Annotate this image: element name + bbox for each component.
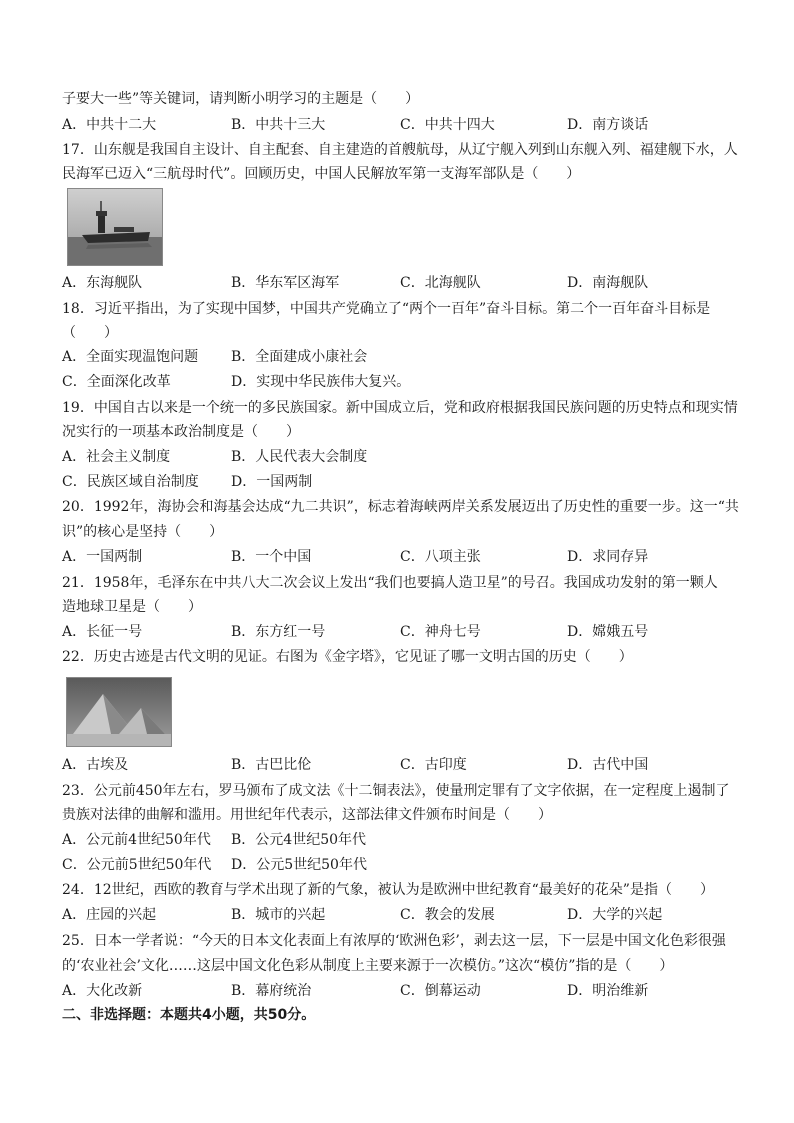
q17-option-c: C．北海舰队 — [400, 275, 481, 291]
q23-option-c: C．公元前5世纪50年代 — [62, 857, 212, 873]
q22-option-a: A．古埃及 — [62, 757, 129, 773]
q23-option-a: A．公元前4世纪50年代 — [62, 832, 211, 848]
q23-option-d: D．公元5世纪50年代 — [231, 857, 367, 873]
q21-stem-line1: 21．1958年，毛泽东在中共八大二次会议上发出“我们也要搞人造卫星”的号召。我国成功发射的第一颗人 — [62, 575, 718, 591]
q24-option-b: B．城市的兴起 — [231, 907, 326, 923]
aircraft-carrier-photo — [67, 188, 163, 266]
pyramid-photo — [66, 677, 172, 747]
q18-option-b: B．全面建成小康社会 — [231, 349, 368, 365]
q19-option-c: C．民族区域自治制度 — [62, 474, 199, 490]
q18-stem-line1: 18．习近平指出，为了实现中国梦，中国共产党确立了“两个一百年”奋斗目标。第二个一百年奋斗目标是 — [62, 301, 711, 317]
q18-option-d: D．实现中华民族伟大复兴。 — [231, 374, 411, 390]
q18-option-a: A．全面实现温饱问题 — [62, 349, 199, 365]
q19-stem-line2: 况实行的一项基本政治制度是（ ） — [62, 424, 300, 440]
q23-stem-line1: 23．公元前450年左右，罗马颁布了成文法《十二铜表法》，使量刑定罪有了文字依据，在一定程度上遏制了 — [62, 783, 730, 799]
q19-option-d: D．一国两制 — [231, 474, 313, 490]
section-two-heading: 二、非选择题：本题共4小题，共50分。 — [62, 1007, 316, 1023]
q25-option-c: C．倒幕运动 — [400, 983, 481, 999]
q22-stem-line1: 22．历史古迹是古代文明的见证。右图为《金字塔》，它见证了哪一文明古国的历史（ ） — [62, 649, 633, 665]
q16-option-a: A．中共十二大 — [62, 117, 157, 133]
q20-stem-line2: 识”的核心是坚持（ ） — [62, 524, 224, 540]
q22-option-c: C．古印度 — [400, 757, 467, 773]
q17-stem-line2: 民海军已迈入“三航母时代”。回顾历史，中国人民解放军第一支海军部队是（ ） — [62, 166, 581, 182]
q22-option-b: B．古巴比伦 — [231, 757, 312, 773]
q21-option-b: B．东方红一号 — [231, 624, 326, 640]
q20-option-a: A．一国两制 — [62, 549, 143, 565]
q21-stem-line2: 造地球卫星是（ ） — [62, 599, 202, 615]
q25-option-a: A．大化改新 — [62, 983, 143, 999]
q24-option-d: D．大学的兴起 — [567, 907, 663, 923]
aircraft-carrier-illustration — [68, 189, 162, 265]
q17-option-b: B．华东军区海军 — [231, 275, 340, 291]
q21-option-a: A．长征一号 — [62, 624, 143, 640]
q18-stem-line2: （ ） — [62, 325, 118, 341]
q25-stem-line1: 25．日本一学者说：“今天的日本文化表面上有浓厚的‘欧洲色彩’，剥去这一层，下一层是中国文化色彩很强 — [62, 933, 726, 949]
q25-stem-line2: 的‘农业社会’文化……这层中国文化色彩从制度上主要来源于一次模仿。”这次“模仿”指的是（ ） — [62, 958, 674, 974]
q25-option-b: B．幕府统治 — [231, 983, 312, 999]
q21-option-d: D．嫦娥五号 — [567, 624, 649, 640]
q16-option-c: C．中共十四大 — [400, 117, 495, 133]
q25-option-d: D．明治维新 — [567, 983, 649, 999]
q17-option-d: D．南海舰队 — [567, 275, 649, 291]
q20-stem-line1: 20．1992年，海协会和海基会达成“九二共识”，标志着海峡两岸关系发展迈出了历史性的重要一步。这一“共 — [62, 499, 739, 515]
q23-stem-line2: 贵族对法律的曲解和滥用。用世纪年代表示，这部法律文件颁布时间是（ ） — [62, 807, 552, 823]
pyramid-illustration — [67, 678, 171, 746]
q19-option-a: A．社会主义制度 — [62, 449, 171, 465]
q16-stem: 子要大一些”等关键词，请判断小明学习的主题是（ ） — [62, 91, 420, 107]
q18-option-c: C．全面深化改革 — [62, 374, 171, 390]
q21-option-c: C．神舟七号 — [400, 624, 481, 640]
q24-option-c: C．教会的发展 — [400, 907, 495, 923]
q19-stem-line1: 19．中国自古以来是一个统一的多民族国家。新中国成立后，党和政府根据我国民族问题的历史特点和现实情 — [62, 400, 738, 416]
q16-option-b: B．中共十三大 — [231, 117, 326, 133]
q24-stem-line1: 24．12世纪，西欧的教育与学术出现了新的气象，被认为是欧洲中世纪教育“最美好的花朵”是指（ ） — [62, 882, 714, 898]
q16-option-d: D．南方谈话 — [567, 117, 649, 133]
q20-option-d: D．求同存异 — [567, 549, 649, 565]
q23-option-b: B．公元4世纪50年代 — [231, 832, 367, 848]
q24-option-a: A．庄园的兴起 — [62, 907, 157, 923]
q20-option-b: B．一个中国 — [231, 549, 312, 565]
q17-option-a: A．东海舰队 — [62, 275, 143, 291]
q20-option-c: C．八项主张 — [400, 549, 481, 565]
q22-option-d: D．古代中国 — [567, 757, 649, 773]
q19-option-b: B．人民代表大会制度 — [231, 449, 368, 465]
q17-stem-line1: 17．山东舰是我国自主设计、自主配套、自主建造的首艘航母，从辽宁舰入列到山东舰入列、福建舰下水，人 — [62, 142, 738, 158]
